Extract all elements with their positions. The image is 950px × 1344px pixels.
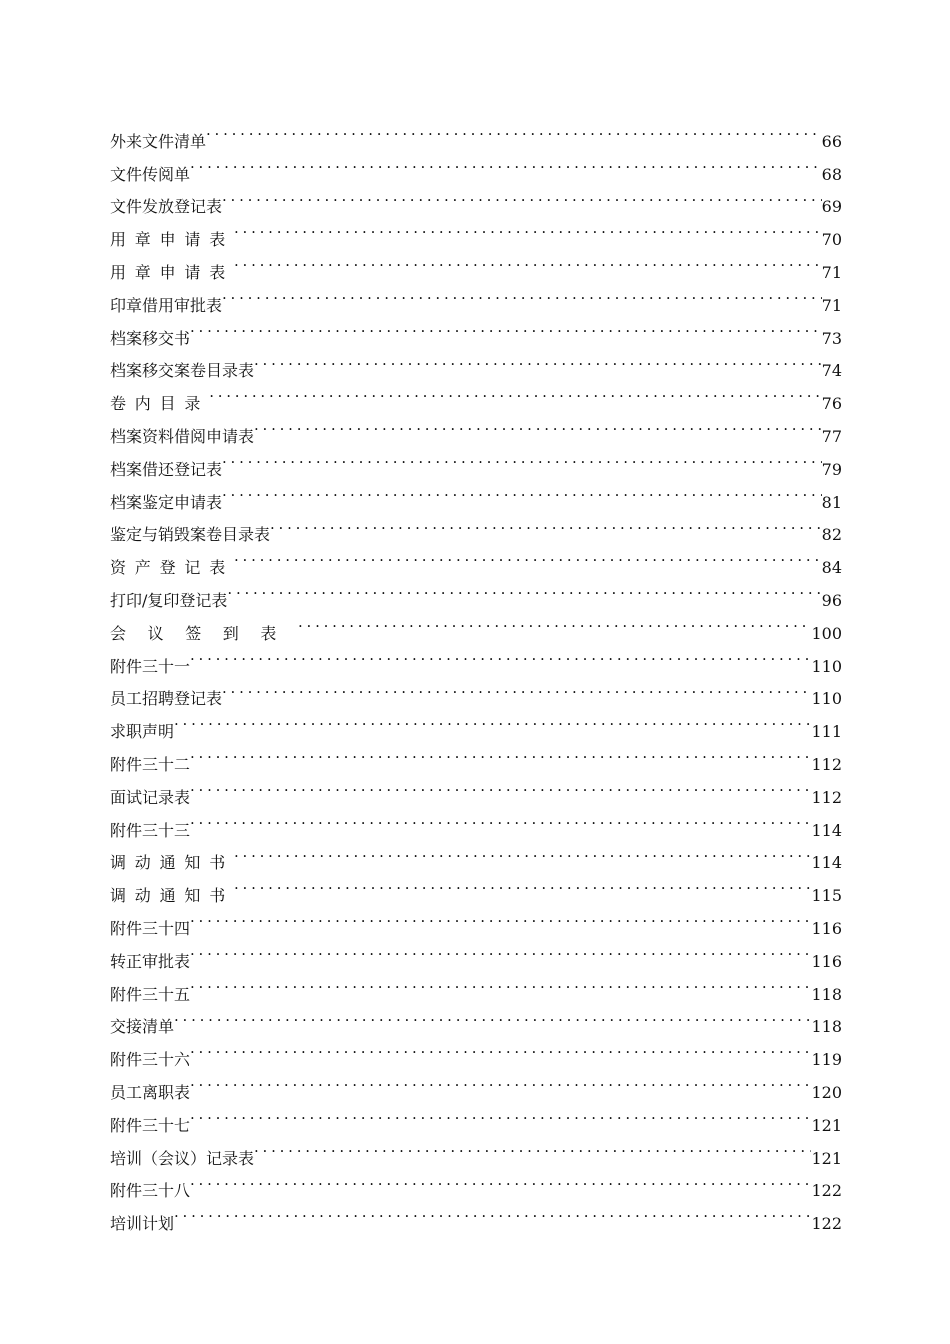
- toc-entry[interactable]: [110, 409, 842, 446]
- toc-entry-title: 档案移交书: [110, 328, 191, 348]
- toc-entry-title: 培训（会议）记录表: [110, 1148, 255, 1168]
- toc-entry-leader: [190, 1065, 811, 1098]
- toc-entry[interactable]: [110, 967, 842, 1004]
- toc-entry-leader: [206, 114, 822, 147]
- toc-entry-leader: [190, 1164, 811, 1197]
- toc-entry-title: 面试记录表: [110, 787, 191, 807]
- toc-entry[interactable]: [110, 147, 842, 184]
- toc-entry-page-number: 79: [821, 459, 842, 479]
- toc-entry[interactable]: [110, 1196, 842, 1234]
- toc-entry-leader: [270, 508, 822, 541]
- toc-entry-page-number: 118: [811, 984, 842, 1004]
- toc-entry-title: 用章申请表: [110, 230, 235, 250]
- toc-entry[interactable]: [110, 311, 842, 348]
- toc-entry[interactable]: [110, 836, 842, 873]
- toc-entry-page-number: 74: [821, 361, 842, 381]
- toc-entry-title: 附件三十四: [110, 918, 191, 938]
- toc-entry-page-number: 121: [811, 1115, 842, 1135]
- toc-entry-leader: [190, 1032, 811, 1065]
- toc-entry-title: 附件三十七: [110, 1115, 191, 1135]
- toc-entry-leader: [298, 606, 811, 639]
- toc-entry-page-number: 118: [811, 1017, 842, 1037]
- toc-entry-title: 用章申请表: [110, 262, 235, 282]
- toc-entry-leader: [190, 901, 811, 934]
- toc-entry-title: 附件三十三: [110, 820, 191, 840]
- toc-entry-leader: [254, 344, 822, 377]
- toc-entry-title: 培训计划: [110, 1214, 175, 1234]
- toc-entry-leader: [190, 1098, 811, 1131]
- toc-entry-title: 调动通知书: [110, 886, 235, 906]
- toc-entry[interactable]: [110, 803, 842, 840]
- toc-entry-page-number: 114: [811, 820, 842, 840]
- toc-entry-leader: [222, 475, 822, 508]
- toc-entry[interactable]: [110, 1000, 842, 1037]
- toc-entry-page-number: 122: [811, 1181, 842, 1201]
- toc-entry[interactable]: [110, 901, 842, 938]
- toc-entry-page-number: 115: [811, 886, 842, 906]
- toc-entry[interactable]: [110, 1098, 842, 1135]
- toc-entry[interactable]: [110, 1164, 842, 1201]
- toc-entry-leader: [234, 868, 811, 901]
- toc-entry-leader: [222, 278, 822, 311]
- toc-entry-leader: [222, 672, 811, 705]
- toc-entry-page-number: 122: [811, 1214, 842, 1234]
- toc-entry[interactable]: [110, 737, 842, 774]
- toc-entry-title: 印章借用审批表: [110, 295, 223, 315]
- toc-entry-page-number: 119: [811, 1050, 842, 1070]
- toc-entry-title: 调动通知书: [110, 853, 235, 873]
- toc-entry-leader: [254, 1131, 811, 1164]
- toc-entry[interactable]: [110, 1065, 842, 1102]
- toc-entry-page-number: 120: [811, 1082, 842, 1102]
- toc-entry-leader: [174, 1196, 811, 1229]
- toc-entry-leader: [234, 245, 822, 278]
- toc-entry-page-number: 77: [821, 426, 842, 446]
- toc-entry[interactable]: [110, 1032, 842, 1070]
- toc-entry-title: 交接清单: [110, 1017, 175, 1037]
- toc-entry-page-number: 82: [821, 525, 842, 545]
- toc-entry[interactable]: [110, 114, 842, 151]
- toc-entry-title: 会议签到表: [110, 623, 299, 643]
- toc-entry-leader: [190, 934, 811, 967]
- toc-entry-title: 档案资料借阅申请表: [110, 426, 255, 446]
- toc-entry[interactable]: [110, 704, 842, 742]
- toc-entry-leader: [227, 573, 821, 606]
- toc-entry-page-number: 110: [811, 689, 842, 709]
- toc-entry-title: 附件三十五: [110, 984, 191, 1004]
- toc-entry-leader: [190, 803, 811, 836]
- toc-entry-title: 员工招聘登记表: [110, 689, 223, 709]
- toc-entry-leader: [190, 770, 811, 803]
- toc-entry-page-number: 116: [811, 918, 842, 938]
- toc-entry-page-number: 112: [811, 787, 842, 807]
- toc-entry-title: 求职声明: [110, 722, 175, 742]
- toc-entry-leader: [234, 540, 822, 573]
- toc-entry[interactable]: [110, 770, 842, 807]
- toc-entry-page-number: 81: [821, 492, 842, 512]
- toc-entry-leader: [190, 639, 811, 672]
- toc-entry-leader: [190, 967, 811, 1000]
- toc-entry-page-number: 110: [811, 656, 842, 676]
- toc-entry[interactable]: [110, 180, 842, 217]
- toc-entry[interactable]: [110, 672, 842, 709]
- toc-entry-title: 附件三十六: [110, 1050, 191, 1070]
- toc-entry-page-number: 68: [821, 164, 842, 184]
- toc-entry[interactable]: [110, 376, 842, 414]
- toc-entry-leader: [174, 1000, 811, 1033]
- toc-entry-page-number: 71: [821, 262, 842, 282]
- toc-entry-page-number: 114: [811, 853, 842, 873]
- table-of-contents: [110, 114, 842, 1234]
- toc-entry-page-number: 69: [821, 197, 842, 217]
- toc-entry-leader: [222, 180, 822, 213]
- toc-entry-title: 附件三十二: [110, 754, 191, 774]
- toc-entry-title: 外来文件清单: [110, 131, 207, 151]
- toc-entry-leader: [190, 311, 822, 344]
- toc-entry-leader: [174, 704, 811, 737]
- toc-entry-title: 附件三十八: [110, 1181, 191, 1201]
- toc-entry-leader: [234, 836, 811, 869]
- toc-entry-leader: [190, 147, 822, 180]
- toc-entry-title: 档案鉴定申请表: [110, 492, 223, 512]
- toc-entry[interactable]: [110, 1131, 842, 1168]
- toc-entry-leader: [190, 737, 811, 770]
- toc-entry-leader: [254, 409, 822, 442]
- toc-entry-title: 卷内目录: [110, 394, 210, 414]
- toc-entry-title: 文件传阅单: [110, 164, 191, 184]
- toc-entry-title: 资产登记表: [110, 558, 235, 578]
- toc-entry-page-number: 84: [821, 558, 842, 578]
- toc-entry-title: 打印/复印登记表: [110, 590, 228, 610]
- toc-entry-page-number: 71: [821, 295, 842, 315]
- toc-entry-page-number: 116: [811, 951, 842, 971]
- toc-entry-page-number: 111: [811, 722, 842, 742]
- toc-entry-page-number: 112: [811, 754, 842, 774]
- toc-entry-page-number: 66: [821, 131, 842, 151]
- toc-entry-title: 文件发放登记表: [110, 197, 223, 217]
- toc-entry-page-number: 73: [821, 328, 842, 348]
- toc-entry-page-number: 100: [811, 623, 842, 643]
- toc-entry[interactable]: [110, 344, 842, 381]
- toc-entry-title: 员工离职表: [110, 1082, 191, 1102]
- toc-entry-title: 档案借还登记表: [110, 459, 223, 479]
- toc-entry-page-number: 70: [821, 230, 842, 250]
- toc-entry-title: 转正审批表: [110, 951, 191, 971]
- toc-entry-title: 档案移交案卷目录表: [110, 361, 255, 381]
- toc-entry-page-number: 76: [821, 394, 842, 414]
- toc-entry-title: 附件三十一: [110, 656, 191, 676]
- toc-entry[interactable]: [110, 934, 842, 971]
- toc-entry-title: 鉴定与销毁案卷目录表: [110, 525, 271, 545]
- toc-entry-leader: [234, 212, 822, 245]
- toc-entry-leader: [209, 376, 821, 409]
- toc-entry[interactable]: [110, 639, 842, 676]
- toc-entry-page-number: 121: [811, 1148, 842, 1168]
- toc-entry-page-number: 96: [821, 590, 842, 610]
- toc-entry-leader: [222, 442, 822, 475]
